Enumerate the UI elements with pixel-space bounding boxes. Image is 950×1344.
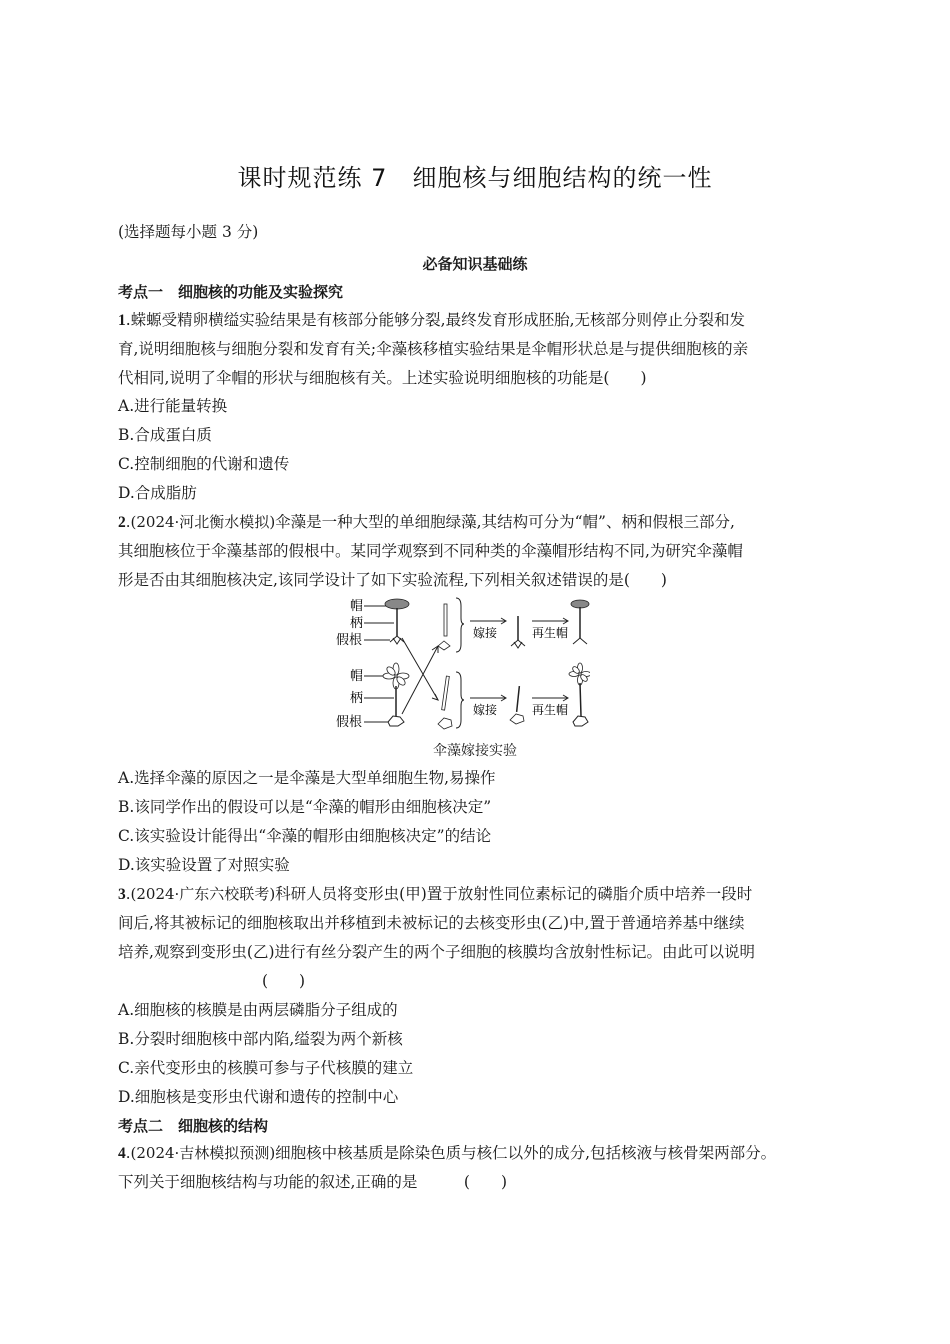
graft-label-top: 嫁接 (473, 626, 498, 640)
regenerate-label-top: 再生帽 (532, 626, 569, 640)
q3-answer-blank: ( ) (262, 972, 306, 990)
q1-text-1: .蝾螈受精卵横缢实验结果是有核部分能够分裂,最终发育形成胚胎,无核部分则停止分裂和发 (125, 311, 746, 329)
label-cap-top: 帽 (350, 599, 364, 614)
q2-option-c: C.该实验设计能得出“伞藻的帽形由细胞核决定”的结论 (118, 827, 492, 845)
q2-option-d: D.该实验设置了对照实验 (118, 856, 290, 874)
q2-line-3: 形是否由其细胞核决定,该同学设计了如下实验流程,下列相关叙述错误的是( ) (118, 571, 667, 589)
q2-number: 2 (118, 514, 126, 531)
regenerate-label-bottom: 再生帽 (532, 703, 569, 717)
q2-line-2: 其细胞核位于伞藻基部的假根中。某同学观察到不同种类的伞藻帽形结构不同,为研究伞藻帽 (118, 542, 743, 560)
q3-number: 3 (118, 886, 126, 903)
q1-option-b: B.合成蛋白质 (118, 426, 212, 444)
q3-source: .(2024·广东六校联考) (125, 885, 276, 903)
q1-option-a: A.进行能量转换 (118, 397, 228, 415)
q3-option-d: D.细胞核是变形虫代谢和遗传的控制中心 (118, 1088, 399, 1106)
q4-number: 4 (118, 1145, 126, 1162)
q1-line-1 (118, 310, 745, 331)
q2-source: .(2024·河北衡水模拟) (125, 513, 276, 531)
q2-text-1: 伞藻是一种大型的单细胞绿藻,其结构可分为“帽”、柄和假根三部分, (275, 513, 735, 531)
score-note: (选择题每小题 3 分) (118, 223, 259, 241)
label-rhizoid-top: 假根 (336, 633, 363, 648)
topic-heading-1: 考点一 细胞核的功能及实验探究 (118, 283, 344, 301)
q3-text-1: 科研人员将变形虫(甲)置于放射性同位素标记的磷脂介质中培养一段时 (275, 885, 753, 903)
q1-number: 1 (118, 312, 126, 329)
q4-line-2: 下列关于细胞核结构与功能的叙述,正确的是 ( ) (118, 1173, 508, 1191)
q1-line-3: 代相同,说明了伞帽的形状与细胞核有关。上述实验说明细胞核的功能是( ) (118, 369, 647, 387)
q3-option-a: A.细胞核的核膜是由两层磷脂分子组成的 (118, 1001, 398, 1019)
q2-option-a: A.选择伞藻的原因之一是伞藻是大型单细胞生物,易操作 (118, 769, 496, 787)
page-title: 课时规范练 7 细胞核与细胞结构的统一性 (237, 164, 713, 192)
q3-option-b: B.分裂时细胞核中部内陷,缢裂为两个新核 (118, 1030, 403, 1048)
topic-heading-2: 考点二 细胞核的结构 (118, 1117, 269, 1135)
graft-label-bottom: 嫁接 (473, 703, 498, 717)
q1-line-2: 育,说明细胞核与细胞分裂和发育有关;伞藻核移植实验结果是伞帽形状总是与提供细胞核的亲 (118, 340, 749, 358)
label-cap-bottom: 帽 (350, 669, 364, 684)
q2-line-1 (118, 512, 735, 533)
umbrella-algae-grafting-diagram (330, 594, 590, 736)
q4-text-1: 细胞核中核基质是除染色质与核仁以外的成分,包括核液与核骨架两部分。 (275, 1144, 777, 1162)
q1-option-c: C.控制细胞的代谢和遗传 (118, 455, 290, 473)
q3-line-2: 间后,将其被标记的细胞核取出并移植到未被标记的去核变形虫(乙)中,置于普通培养基中继续 (118, 914, 745, 932)
q1-option-d: D.合成脂肪 (118, 484, 197, 502)
label-rhizoid-bottom: 假根 (336, 715, 363, 730)
label-stalk-top: 柄 (350, 616, 364, 631)
q3-line-3: 培养,观察到变形虫(乙)进行有丝分裂产生的两个子细胞的核膜均含放射性标记。由此可以说明 (118, 943, 756, 961)
q4-source: .(2024·吉林模拟预测) (125, 1144, 276, 1162)
q3-option-c: C.亲代变形虫的核膜可参与子代核膜的建立 (118, 1059, 414, 1077)
section-heading: 必备知识基础练 (422, 255, 528, 273)
label-stalk-bottom: 柄 (350, 691, 364, 706)
q3-line-1 (118, 884, 752, 905)
q2-option-b: B.该同学作出的假设可以是“伞藻的帽形由细胞核决定” (118, 798, 492, 816)
q4-line-1 (118, 1143, 776, 1164)
figure-caption: 伞藻嫁接实验 (433, 743, 517, 759)
